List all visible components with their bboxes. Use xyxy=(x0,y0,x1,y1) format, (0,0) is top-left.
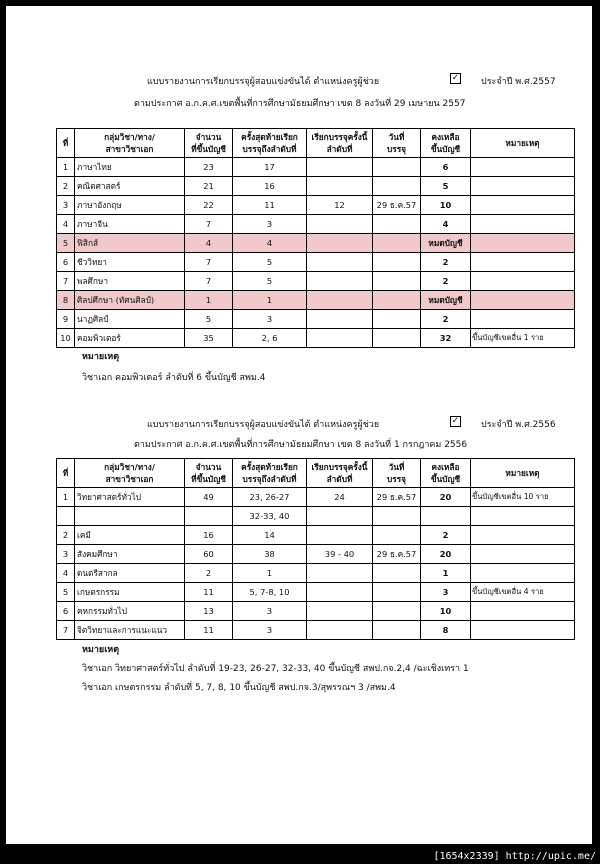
column-header: กลุ่มวิชา/ทาง/ สาขาวิชาเอก xyxy=(75,459,185,488)
remark-cell xyxy=(471,177,575,196)
remaining-cell: 2 xyxy=(421,310,471,329)
listed-count-cell: 11 xyxy=(185,583,233,602)
row-number-cell: 6 xyxy=(57,253,75,272)
last-called-cell: 5 xyxy=(233,272,307,291)
table-row xyxy=(57,621,575,640)
appoint-date-cell xyxy=(373,507,421,526)
appoint-date-cell: 29 ธ.ค.57 xyxy=(373,488,421,507)
checkbox-checked-icon: ✓ xyxy=(451,73,460,83)
remark-cell xyxy=(471,253,575,272)
report-table xyxy=(56,128,575,348)
remaining-cell: 8 xyxy=(421,621,471,640)
report-year: ประจำปี พ.ศ.2557 xyxy=(481,77,556,87)
remaining-cell: 4 xyxy=(421,215,471,234)
column-header: ที่ xyxy=(57,459,75,488)
remark-cell xyxy=(471,621,575,640)
table-row xyxy=(57,310,575,329)
listed-count-cell: 7 xyxy=(185,253,233,272)
listed-count-cell: 1 xyxy=(185,291,233,310)
last-called-cell: 3 xyxy=(233,310,307,329)
listed-count-cell: 2 xyxy=(185,564,233,583)
remaining-cell: 2 xyxy=(421,526,471,545)
last-called-cell: 3 xyxy=(233,621,307,640)
listed-count-cell: 13 xyxy=(185,602,233,621)
table-row xyxy=(57,507,575,526)
called-now-cell: 24 xyxy=(307,488,373,507)
listed-count-cell: 21 xyxy=(185,177,233,196)
table-row xyxy=(57,158,575,177)
called-now-cell xyxy=(307,253,373,272)
column-header: กลุ่มวิชา/ทาง/ สาขาวิชาเอก xyxy=(75,129,185,158)
remaining-cell: หมดบัญชี xyxy=(421,234,471,253)
table-row xyxy=(57,545,575,564)
table-row xyxy=(57,488,575,507)
appoint-date-cell xyxy=(373,583,421,602)
last-called-cell: 1 xyxy=(233,564,307,583)
listed-count-cell: 7 xyxy=(185,215,233,234)
last-called-cell: 14 xyxy=(233,526,307,545)
appoint-date-cell xyxy=(373,215,421,234)
row-number-cell: 1 xyxy=(57,158,75,177)
called-now-cell xyxy=(307,526,373,545)
appoint-date-cell xyxy=(373,310,421,329)
appoint-date-cell xyxy=(373,291,421,310)
remark-cell: ขึ้นบัญชีเขตอื่น 1 ราย xyxy=(471,329,575,348)
remaining-cell: 32 xyxy=(421,329,471,348)
notes-section xyxy=(82,349,265,386)
listed-count-cell: 22 xyxy=(185,196,233,215)
last-called-cell: 2, 6 xyxy=(233,329,307,348)
remaining-cell: หมดบัญชี xyxy=(421,291,471,310)
listed-count-cell xyxy=(185,507,233,526)
row-number-cell: 7 xyxy=(57,621,75,640)
subject-cell: ภาษาไทย xyxy=(75,158,185,177)
document-page xyxy=(6,6,592,844)
called-now-cell xyxy=(307,177,373,196)
subject-cell: ชีววิทยา xyxy=(75,253,185,272)
remaining-cell: 1 xyxy=(421,564,471,583)
last-called-cell: 5, 7-8, 10 xyxy=(233,583,307,602)
subject-cell: คอมพิวเตอร์ xyxy=(75,329,185,348)
row-number-cell: 9 xyxy=(57,310,75,329)
appoint-date-cell xyxy=(373,177,421,196)
subject-cell: นาฏศิลป์ xyxy=(75,310,185,329)
note-line: วิชาเอก คอมพิวเตอร์ ลำดับที่ 6 ขึ้นบัญชี สพม.4 xyxy=(82,373,266,383)
listed-count-cell: 5 xyxy=(185,310,233,329)
called-now-cell xyxy=(307,310,373,329)
table-row xyxy=(57,215,575,234)
remaining-cell: 6 xyxy=(421,158,471,177)
table-row xyxy=(57,272,575,291)
note-line: วิชาเอก เกษตรกรรม ลำดับที่ 5, 7, 8, 10 ขึ้นบัญชี สพป.กจ.3/สุพรรณฯ 3 /สพม.4 xyxy=(82,683,396,693)
appoint-date-cell xyxy=(373,329,421,348)
table-row xyxy=(57,291,575,310)
image-size-watermark: [1654x2339] http://upic.me/ xyxy=(433,851,596,862)
column-header: ครั้งสุดท้ายเรียก บรรจุถึงลำดับที่ xyxy=(233,129,307,158)
report-table xyxy=(56,458,575,640)
row-number-cell: 6 xyxy=(57,602,75,621)
subject-cell: ศิลปศึกษา (ทัศนศิลป์) xyxy=(75,291,185,310)
announcement-line: ตามประกาศ อ.ก.ค.ศ.เขตพื้นที่การศึกษามัธยมศึกษา เขต 8 ลงวันที่ 29 เมษายน 2557 xyxy=(134,99,466,109)
appoint-date-cell xyxy=(373,564,421,583)
called-now-cell xyxy=(307,621,373,640)
appoint-date-cell xyxy=(373,253,421,272)
column-header: คงเหลือ ขึ้นบัญชี xyxy=(421,459,471,488)
appoint-date-cell xyxy=(373,621,421,640)
last-called-cell: 23, 26-27 xyxy=(233,488,307,507)
remaining-cell: 10 xyxy=(421,196,471,215)
last-called-cell: 16 xyxy=(233,177,307,196)
row-number-cell: 3 xyxy=(57,196,75,215)
row-number-cell: 10 xyxy=(57,329,75,348)
appoint-date-cell: 29 ธ.ค.57 xyxy=(373,196,421,215)
last-called-cell: 4 xyxy=(233,234,307,253)
last-called-cell: 38 xyxy=(233,545,307,564)
table-header-row xyxy=(57,129,575,158)
called-now-cell xyxy=(307,215,373,234)
listed-count-cell: 4 xyxy=(185,234,233,253)
called-now-cell xyxy=(307,158,373,177)
column-header: วันที่ บรรจุ xyxy=(373,459,421,488)
appoint-date-cell: 29 ธ.ค.57 xyxy=(373,545,421,564)
called-now-cell xyxy=(307,583,373,602)
row-number-cell: 5 xyxy=(57,583,75,602)
called-now-cell xyxy=(307,329,373,348)
remark-cell xyxy=(471,234,575,253)
table-header-row xyxy=(57,459,575,488)
report-heading: แบบรายงานการเรียกบรรจุผู้สอบแข่งขันได้ ตำแหน่งครูผู้ช่วย xyxy=(147,77,380,87)
last-called-cell: 1 xyxy=(233,291,307,310)
appoint-date-cell xyxy=(373,158,421,177)
subject-cell xyxy=(75,507,185,526)
last-called-cell: 5 xyxy=(233,253,307,272)
last-called-cell: 17 xyxy=(233,158,307,177)
remark-cell: ขึ้นบัญชีเขตอื่น 10 ราย xyxy=(471,488,575,507)
listed-count-cell: 16 xyxy=(185,526,233,545)
called-now-cell xyxy=(307,564,373,583)
row-number-cell: 5 xyxy=(57,234,75,253)
called-now-cell xyxy=(307,234,373,253)
table-row xyxy=(57,253,575,272)
notes-title: หมายเหตุ xyxy=(82,645,120,655)
last-called-cell: 11 xyxy=(233,196,307,215)
remark-cell xyxy=(471,545,575,564)
table-row xyxy=(57,196,575,215)
table-row xyxy=(57,602,575,621)
column-header: จำนวน ที่ขึ้นบัญชี xyxy=(185,459,233,488)
subject-cell: เกษตรกรรม xyxy=(75,583,185,602)
remark-cell xyxy=(471,564,575,583)
called-now-cell xyxy=(307,507,373,526)
column-header: เรียกบรรจุครั้งนี้ ลำดับที่ xyxy=(307,459,373,488)
remaining-cell: 2 xyxy=(421,253,471,272)
called-now-cell xyxy=(307,272,373,291)
remaining-cell: 3 xyxy=(421,583,471,602)
announcement-line: ตามประกาศ อ.ก.ค.ศ.เขตพื้นที่การศึกษามัธยมศึกษา เขต 8 ลงวันที่ 1 กรกฎาคม 2556 xyxy=(134,440,468,450)
row-number-cell: 2 xyxy=(57,526,75,545)
remaining-cell: 2 xyxy=(421,272,471,291)
listed-count-cell: 11 xyxy=(185,621,233,640)
column-header: หมายเหตุ xyxy=(471,459,575,488)
column-header: เรียกบรรจุครั้งนี้ ลำดับที่ xyxy=(307,129,373,158)
remark-cell xyxy=(471,507,575,526)
column-header: วันที่ บรรจุ xyxy=(373,129,421,158)
remark-cell xyxy=(471,196,575,215)
last-called-cell: 3 xyxy=(233,215,307,234)
subject-cell: คณิตศาสตร์ xyxy=(75,177,185,196)
called-now-cell: 39 - 40 xyxy=(307,545,373,564)
remaining-cell: 20 xyxy=(421,488,471,507)
report-heading: แบบรายงานการเรียกบรรจุผู้สอบแข่งขันได้ ตำแหน่งครูผู้ช่วย xyxy=(147,420,380,430)
remark-cell xyxy=(471,215,575,234)
column-header: ที่ xyxy=(57,129,75,158)
appoint-date-cell xyxy=(373,526,421,545)
remark-cell xyxy=(471,291,575,310)
column-header: คงเหลือ ขึ้นบัญชี xyxy=(421,129,471,158)
called-now-cell: 12 xyxy=(307,196,373,215)
last-called-cell: 32-33, 40 xyxy=(233,507,307,526)
report-year: ประจำปี พ.ศ.2556 xyxy=(481,420,556,430)
remark-cell xyxy=(471,310,575,329)
row-number-cell xyxy=(57,507,75,526)
appoint-date-cell xyxy=(373,602,421,621)
notes-section xyxy=(82,642,469,696)
table-row xyxy=(57,329,575,348)
subject-cell: ภาษาอังกฤษ xyxy=(75,196,185,215)
row-number-cell: 3 xyxy=(57,545,75,564)
remaining-cell: 5 xyxy=(421,177,471,196)
row-number-cell: 4 xyxy=(57,564,75,583)
checkbox-checked-icon: ✓ xyxy=(451,416,460,426)
subject-cell: ดนตรีสากล xyxy=(75,564,185,583)
table-row xyxy=(57,526,575,545)
row-number-cell: 1 xyxy=(57,488,75,507)
remark-cell xyxy=(471,526,575,545)
remaining-cell: 10 xyxy=(421,602,471,621)
table-row xyxy=(57,583,575,602)
column-header: จำนวน ที่ขึ้นบัญชี xyxy=(185,129,233,158)
remark-cell xyxy=(471,602,575,621)
row-number-cell: 8 xyxy=(57,291,75,310)
called-now-cell xyxy=(307,602,373,621)
row-number-cell: 2 xyxy=(57,177,75,196)
column-header: หมายเหตุ xyxy=(471,129,575,158)
listed-count-cell: 49 xyxy=(185,488,233,507)
called-now-cell xyxy=(307,291,373,310)
remark-cell xyxy=(471,158,575,177)
remaining-cell: 20 xyxy=(421,545,471,564)
subject-cell: สังคมศึกษา xyxy=(75,545,185,564)
remaining-cell xyxy=(421,507,471,526)
subject-cell: จิตวิทยาและการแนะแนว xyxy=(75,621,185,640)
subject-cell: วิทยาศาสตร์ทั่วไป xyxy=(75,488,185,507)
listed-count-cell: 23 xyxy=(185,158,233,177)
remark-cell: ขึ้นบัญชีเขตอื่น 4 ราย xyxy=(471,583,575,602)
subject-cell: คหกรรมทั่วไป xyxy=(75,602,185,621)
subject-cell: เคมี xyxy=(75,526,185,545)
table-row xyxy=(57,234,575,253)
subject-cell: ภาษาจีน xyxy=(75,215,185,234)
listed-count-cell: 7 xyxy=(185,272,233,291)
column-header: ครั้งสุดท้ายเรียก บรรจุถึงลำดับที่ xyxy=(233,459,307,488)
remark-cell xyxy=(471,272,575,291)
listed-count-cell: 35 xyxy=(185,329,233,348)
row-number-cell: 7 xyxy=(57,272,75,291)
notes-title: หมายเหตุ xyxy=(82,352,120,362)
table-row xyxy=(57,177,575,196)
row-number-cell: 4 xyxy=(57,215,75,234)
last-called-cell: 3 xyxy=(233,602,307,621)
appoint-date-cell xyxy=(373,234,421,253)
appoint-date-cell xyxy=(373,272,421,291)
listed-count-cell: 60 xyxy=(185,545,233,564)
subject-cell: พลศึกษา xyxy=(75,272,185,291)
table-row xyxy=(57,564,575,583)
subject-cell: ฟิสิกส์ xyxy=(75,234,185,253)
note-line: วิชาเอก วิทยาศาสตร์ทั่วไป ลำดับที่ 19-23, 26-27, 32-33, 40 ขึ้นบัญชี สพป.กจ.2,4 /ฉะเชิงเทรา 1 xyxy=(82,664,469,674)
